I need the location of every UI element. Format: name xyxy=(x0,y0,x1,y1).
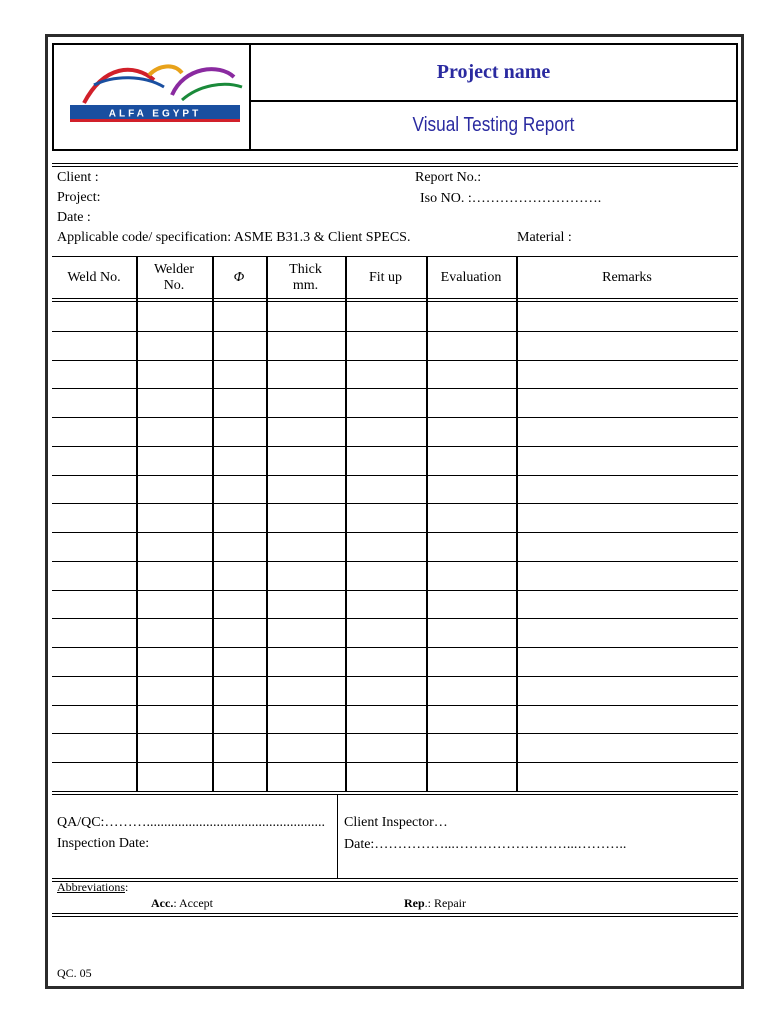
abbrev-rep-key: Rep xyxy=(404,896,425,910)
abbrev-accept xyxy=(151,896,213,911)
col-header-fit-up: Fit up xyxy=(368,270,403,285)
table-row-line xyxy=(52,647,738,648)
date-field: Date : xyxy=(57,210,91,225)
col-header-remarks: Remarks xyxy=(602,270,652,285)
table-column-line xyxy=(345,256,347,791)
table-row-line xyxy=(52,446,738,447)
form-code: QC. 05 xyxy=(57,966,92,980)
abbrev-separator xyxy=(52,878,738,882)
table-row-line xyxy=(52,618,738,619)
abbreviations-label xyxy=(57,880,128,895)
col-header-evaluation: Evaluation xyxy=(440,270,502,285)
table-column-line xyxy=(136,256,138,791)
table-column-line xyxy=(426,256,428,791)
table-row-line xyxy=(52,475,738,476)
material-field: Material : xyxy=(517,230,572,245)
col-header-welder-no xyxy=(136,258,212,298)
report-header xyxy=(52,43,738,151)
col-header-welder-line1: Welder xyxy=(153,262,195,277)
iso-no-field: Iso NO. :………………………. xyxy=(420,191,602,206)
abbrev-acc-key: Acc. xyxy=(151,896,174,910)
logo-cell xyxy=(54,45,251,149)
table-row-line xyxy=(52,331,738,332)
abbreviations-colon: : xyxy=(125,880,129,894)
abbrev-rep-value: .: Repair xyxy=(424,896,466,910)
table-row-line xyxy=(52,532,738,533)
abbrev-repair xyxy=(404,896,466,911)
table-row-line xyxy=(52,733,738,734)
client-field: Client : xyxy=(57,170,99,185)
table-bottom-separator xyxy=(52,791,738,795)
table-row-line xyxy=(52,360,738,361)
client-date: Date:……………...……………………...……….. xyxy=(344,837,627,852)
table-row-line xyxy=(52,503,738,504)
report-title: Visual Testing Report xyxy=(412,114,575,136)
code-spec-field: Applicable code/ specification: ASME B31.3 & Client SPECS. xyxy=(57,230,411,245)
separator xyxy=(52,163,738,167)
qaqc-signature: QA/QC:………................................................... xyxy=(57,815,325,830)
footer-separator xyxy=(52,913,738,917)
table-header-separator xyxy=(52,298,738,302)
report-no-field: Report No.: xyxy=(415,170,482,185)
table-column-line xyxy=(212,256,214,791)
table-column-line xyxy=(266,256,268,791)
project-name: Project name xyxy=(251,45,736,102)
col-header-diameter: Φ xyxy=(233,270,245,285)
abbreviations-title: Abbreviations xyxy=(57,880,125,894)
col-header-thick-line2: mm. xyxy=(292,278,319,293)
col-header-welder-line2: No. xyxy=(163,278,185,293)
table-row-line xyxy=(52,561,738,562)
table-row-line xyxy=(52,705,738,706)
col-header-weld-no: Weld No. xyxy=(67,270,121,285)
col-header-thick-line1: Thick xyxy=(289,262,322,277)
table-row-line xyxy=(52,417,738,418)
table-row-line xyxy=(52,590,738,591)
table-top-line xyxy=(52,256,738,257)
client-inspector: Client Inspector… xyxy=(344,815,448,830)
table-row-line xyxy=(52,388,738,389)
company-logo xyxy=(54,45,249,145)
abbrev-acc-value: : Accept xyxy=(173,896,213,910)
table-column-line xyxy=(516,256,518,791)
col-header-thickness xyxy=(266,258,345,298)
table-row-line xyxy=(52,676,738,677)
logo-text: ALFA EGYPT xyxy=(108,108,202,120)
table-row-line xyxy=(52,762,738,763)
signature-divider xyxy=(337,794,338,879)
project-field: Project: xyxy=(57,190,101,205)
inspection-date: Inspection Date: xyxy=(57,836,150,851)
